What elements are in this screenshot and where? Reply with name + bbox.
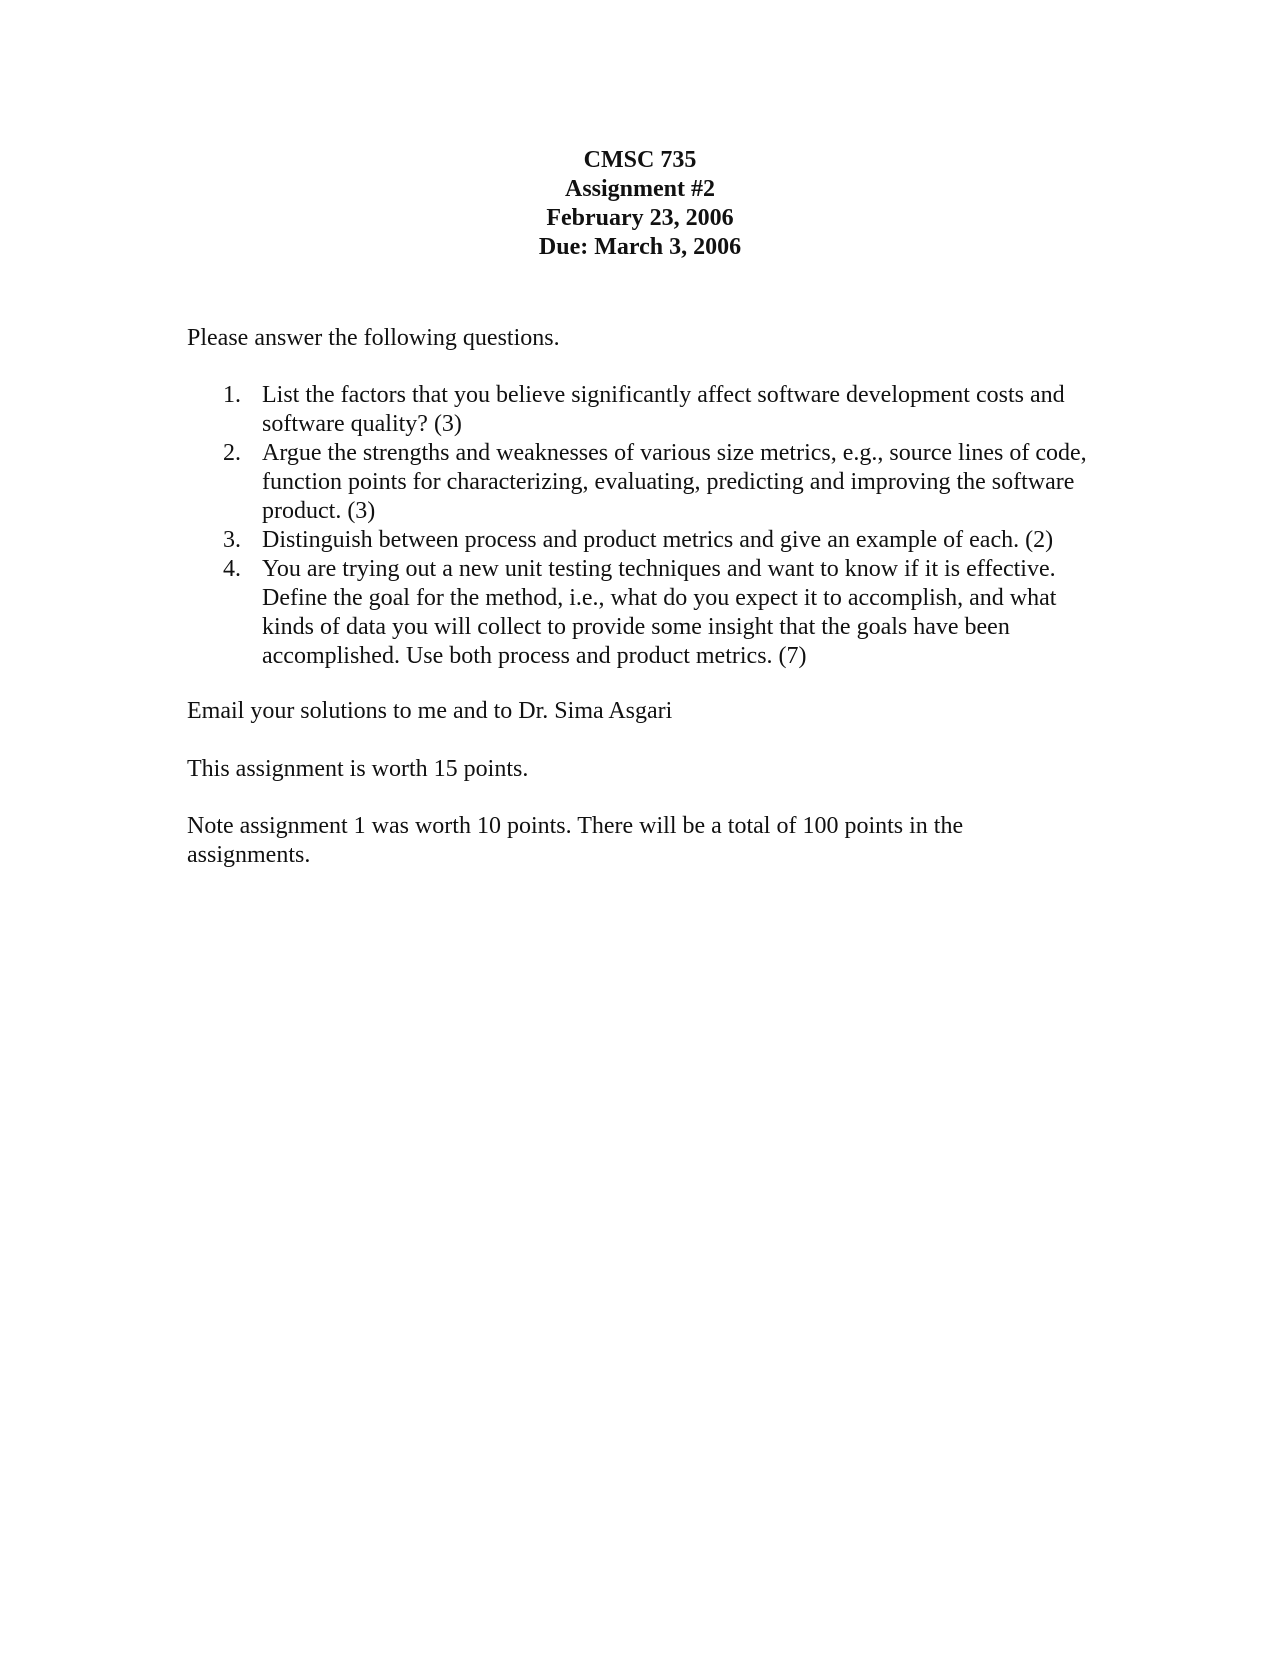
question-text: You are trying out a new unit testing techniques and want to know if it is effective. Define the goal for the method, i.e., what do you expect it to accomplish, and what kinds of data you will collect to provide some insight that the goals have been accomplished. Use both process and product metrics. (7) <box>262 556 1057 669</box>
question-text: Argue the strengths and weaknesses of various size metrics, e.g., source lines of code, function points for characterizing, evaluating, predicting and improving the software product. (3) <box>262 440 1087 524</box>
course-title: CMSC 735 <box>583 147 697 173</box>
email-instructions: Email your solutions to me and to Dr. Sima Asgari <box>187 698 673 724</box>
intro-text: Please answer the following questions. <box>187 325 560 351</box>
due-date: Due: March 3, 2006 <box>538 234 742 260</box>
points-note: Note assignment 1 was worth 10 points. There will be a total of 100 points in the assignments. <box>187 813 964 868</box>
assignment-date: February 23, 2006 <box>546 205 734 231</box>
question-number: 4. <box>223 556 241 582</box>
question-item <box>187 439 1107 526</box>
question-number: 3. <box>223 527 241 553</box>
question-item <box>187 526 1107 555</box>
assignment-title: Assignment #2 <box>564 176 715 202</box>
question-item <box>187 381 1107 439</box>
question-text: Distinguish between process and product metrics and give an example of each. (2) <box>262 527 1054 553</box>
question-text: List the factors that you believe significantly affect software development costs and software quality? (3) <box>262 382 1065 437</box>
question-item <box>187 555 1107 671</box>
question-list <box>187 381 1107 671</box>
document-header <box>0 146 1280 262</box>
question-number: 2. <box>223 440 241 466</box>
points-worth: This assignment is worth 15 points. <box>187 756 529 782</box>
question-number: 1. <box>223 382 241 408</box>
